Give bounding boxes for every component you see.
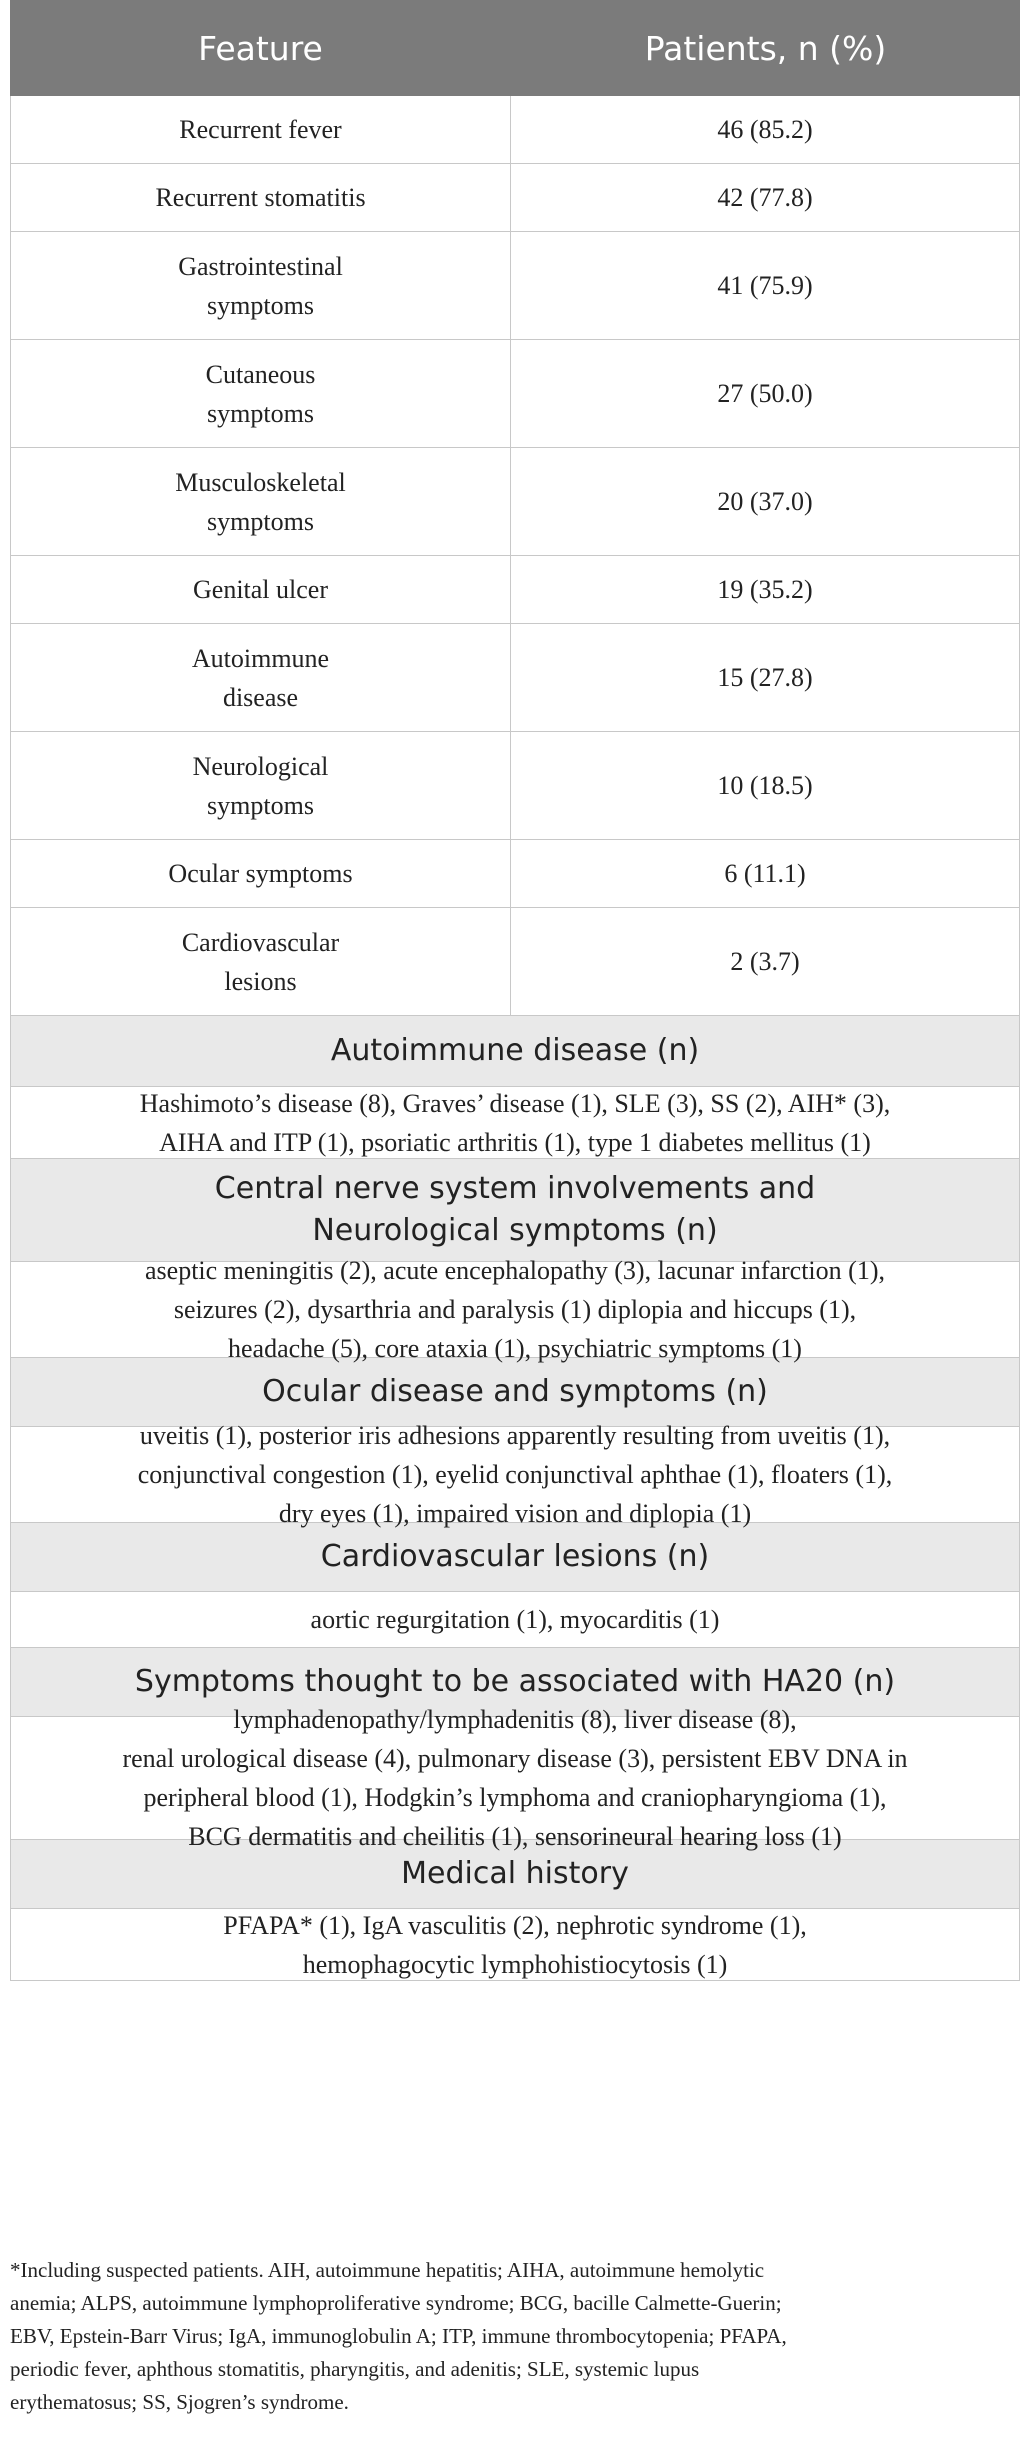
footnote-line: EBV, Epstein-Barr Virus; IgA, immunoglobulin A; ITP, immune thrombocytopenia; PFAPA, xyxy=(10,2324,787,2348)
section xyxy=(10,1159,1020,1363)
feature-cell xyxy=(11,232,511,339)
table-row xyxy=(10,732,1020,840)
section-title xyxy=(11,1523,1019,1592)
footnote-line: erythematosus; SS, Sjogren’s syndrome. xyxy=(10,2390,349,2414)
patients-cell: 20 (37.0) xyxy=(717,486,813,516)
section-title-text xyxy=(215,1168,815,1252)
feature-line: Autoimmune xyxy=(191,643,330,673)
feature-text xyxy=(175,463,345,541)
detail-sections xyxy=(10,1016,1020,1981)
section-title-text xyxy=(321,1536,709,1578)
feature-line: Neurological xyxy=(192,751,329,781)
section-body-text xyxy=(138,1416,892,1533)
patients-cell: 10 (18.5) xyxy=(717,770,813,800)
section xyxy=(10,1840,1020,1981)
section-title-line: Autoimmune disease (n) xyxy=(330,1033,700,1068)
footnote-line: periodic fever, aphthous stomatitis, pharyngitis, and adenitis; SLE, systemic lupus xyxy=(10,2357,700,2381)
section-body-line: conjunctival congestion (1), eyelid conjunctival aphthae (1), floaters (1), xyxy=(137,1460,893,1489)
section xyxy=(10,1016,1020,1159)
section-body-line: BCG dermatitis and cheilitis (1), sensorineural hearing loss (1) xyxy=(188,1822,842,1851)
feature-text xyxy=(206,355,316,433)
section-body-line: seizures (2), dysarthria and paralysis (1) diplopia and hiccups (1), xyxy=(173,1295,857,1324)
footnote-line: anemia; ALPS, autoimmune lymphoproliferative syndrome; BCG, bacille Calmette-Guerin; xyxy=(10,2291,782,2315)
feature-text xyxy=(182,923,339,1001)
patients-cell: 27 (50.0) xyxy=(717,378,813,408)
section-body xyxy=(11,1421,1019,1528)
patients-cell: 6 (11.1) xyxy=(724,858,806,888)
patients-cell: 46 (85.2) xyxy=(717,114,813,144)
section-body xyxy=(11,1705,1019,1851)
section-body-text xyxy=(122,1700,907,1856)
section-body xyxy=(11,1592,1019,1647)
table-row xyxy=(10,96,1020,164)
table-row xyxy=(10,164,1020,232)
section-body-text xyxy=(311,1600,720,1639)
section-body xyxy=(11,1256,1019,1363)
section-body-line: dry eyes (1), impaired vision and diplopia (1) xyxy=(278,1499,752,1528)
section-body-line: PFAPA* (1), IgA vasculitis (2), nephrotic syndrome (1), xyxy=(223,1910,807,1940)
feature-line: Genital ulcer xyxy=(193,575,328,604)
section-title-line: Cardiovascular lesions (n) xyxy=(320,1539,710,1574)
section-title-line: Ocular disease and symptoms (n) xyxy=(262,1374,768,1409)
section-body-line: uveitis (1), posterior iris adhesions apparently resulting from uveitis (1), xyxy=(139,1421,891,1450)
section xyxy=(10,1523,1020,1648)
feature-text xyxy=(168,854,352,893)
footnote-line: *Including suspected patients. AIH, autoimmune hepatitis; AIHA, autoimmune hemolytic xyxy=(10,2258,765,2282)
section-body-text xyxy=(223,1906,807,1984)
table-row xyxy=(10,340,1020,448)
section xyxy=(10,1358,1020,1528)
section-body-line: AIHA and ITP (1), psoriatic arthritis (1), type 1 diabetes mellitus (1) xyxy=(159,1127,871,1157)
section-body xyxy=(11,1909,1019,1980)
feature-rows xyxy=(10,96,1020,1016)
feature-text xyxy=(178,247,343,325)
section-title-text xyxy=(401,1853,629,1895)
column-header-patients: Patients, n (%) xyxy=(644,28,887,68)
feature-line: disease xyxy=(222,682,299,712)
feature-cell xyxy=(11,340,511,447)
table-row xyxy=(10,840,1020,908)
patients-cell: 15 (27.8) xyxy=(717,662,813,692)
section-body-line: aortic regurgitation (1), myocarditis (1) xyxy=(310,1605,720,1634)
feature-text xyxy=(193,747,329,825)
table-row xyxy=(10,556,1020,624)
feature-line: Cutaneous xyxy=(205,359,316,389)
feature-cell xyxy=(11,164,511,231)
section-title xyxy=(11,1159,1019,1262)
section-body-text xyxy=(140,1084,890,1162)
feature-line: symptoms xyxy=(207,506,314,536)
feature-text xyxy=(192,639,329,717)
feature-line: Recurrent fever xyxy=(179,115,342,144)
table-footnote xyxy=(10,2254,1016,2419)
feature-cell xyxy=(11,448,511,555)
section-body-line: Hashimoto’s disease (8), Graves’ disease (1), SLE (3), SS (2), AIH* (3), xyxy=(139,1088,891,1118)
feature-line: symptoms xyxy=(207,790,314,820)
table-row xyxy=(10,232,1020,340)
feature-text xyxy=(155,178,365,217)
table-row xyxy=(10,908,1020,1016)
section-title-line: Medical history xyxy=(401,1856,629,1891)
patients-cell: 41 (75.9) xyxy=(717,270,813,300)
feature-cell xyxy=(11,732,511,839)
feature-line: Gastrointestinal xyxy=(178,251,343,281)
feature-text xyxy=(193,570,328,609)
section xyxy=(10,1648,1020,1851)
section-body xyxy=(11,1087,1019,1158)
patients-cell: 2 (3.7) xyxy=(730,946,800,976)
table-header xyxy=(10,0,1020,96)
feature-cell xyxy=(11,908,511,1015)
feature-cell xyxy=(11,624,511,731)
feature-line: Musculoskeletal xyxy=(175,467,346,497)
features-table xyxy=(10,0,1020,1981)
feature-line: symptoms xyxy=(207,290,314,320)
feature-line: symptoms xyxy=(207,398,314,428)
feature-line: Ocular symptoms xyxy=(168,859,353,888)
section-title xyxy=(11,1016,1019,1087)
section-title-text xyxy=(331,1030,699,1072)
section-body-line: headache (5), core ataxia (1), psychiatric symptoms (1) xyxy=(228,1334,802,1363)
feature-line: lesions xyxy=(224,966,297,996)
section-title-text xyxy=(135,1661,895,1703)
section-body-line: aseptic meningitis (2), acute encephalopathy (3), lacunar infarction (1), xyxy=(145,1256,885,1285)
section-title-line: Neurological symptoms (n) xyxy=(312,1213,718,1248)
feature-line: Cardiovascular xyxy=(181,927,340,957)
table-row xyxy=(10,448,1020,556)
section-body-line: lymphadenopathy/lymphadenitis (8), liver disease (8), xyxy=(233,1705,797,1734)
section-body-line: renal urological disease (4), pulmonary disease (3), persistent EBV DNA in xyxy=(122,1744,908,1773)
feature-text xyxy=(179,110,341,149)
section-body-line: hemophagocytic lymphohistiocytosis (1) xyxy=(302,1949,728,1979)
section-title-line: Central nerve system involvements and xyxy=(214,1171,816,1206)
feature-cell xyxy=(11,840,511,907)
section-body-line: peripheral blood (1), Hodgkin’s lymphoma and craniopharyngioma (1), xyxy=(143,1783,887,1812)
table-row xyxy=(10,624,1020,732)
section-title-line: Symptoms thought to be associated with HA20 (n) xyxy=(134,1664,896,1699)
patients-cell: 42 (77.8) xyxy=(717,182,813,212)
section-title-text xyxy=(262,1371,768,1413)
patients-cell: 19 (35.2) xyxy=(717,574,813,604)
column-header-feature: Feature xyxy=(198,28,323,68)
feature-line: Recurrent stomatitis xyxy=(155,183,366,212)
feature-cell xyxy=(11,96,511,163)
feature-cell xyxy=(11,556,511,623)
section-body-text xyxy=(145,1251,885,1368)
